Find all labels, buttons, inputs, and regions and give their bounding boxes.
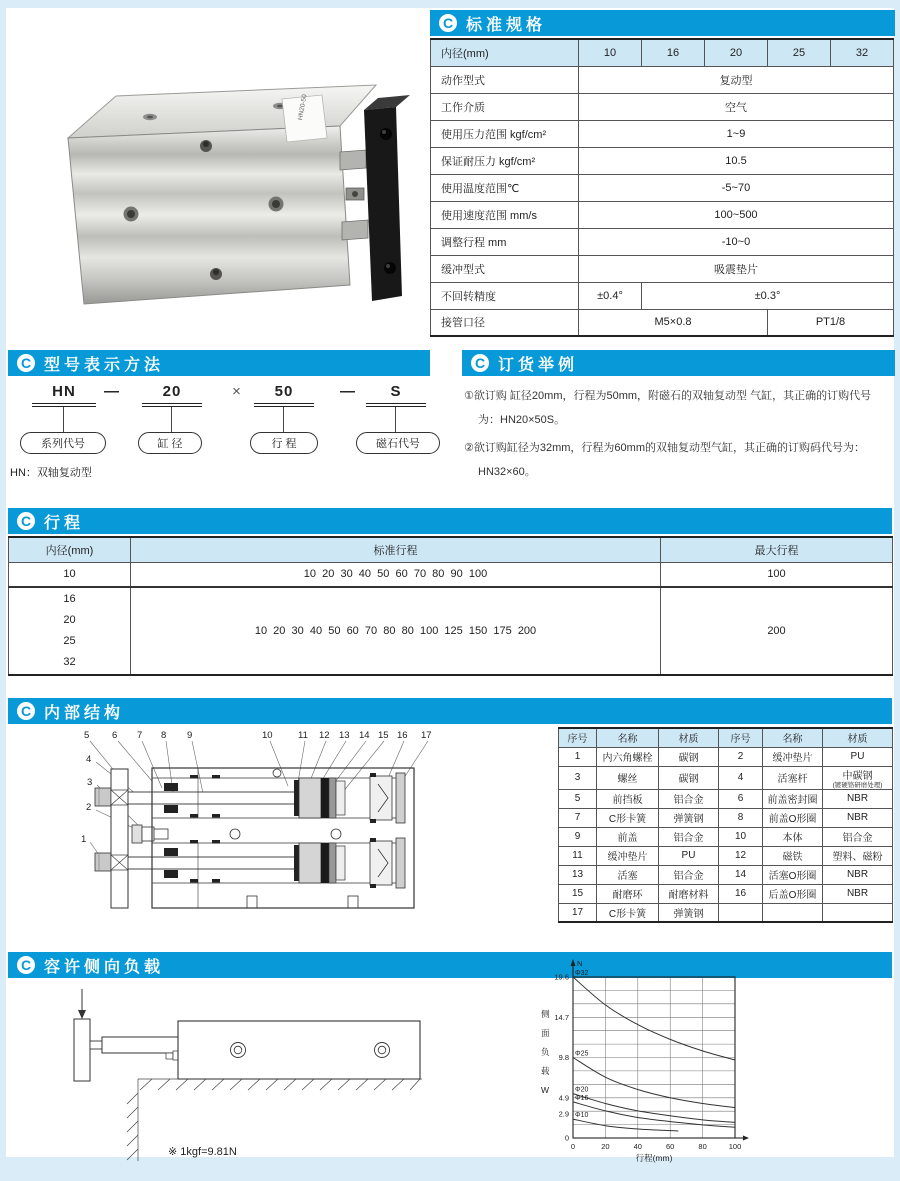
stroke-bore-cell: 10	[9, 562, 131, 587]
parts-cell: 磁铁	[763, 846, 823, 865]
svg-text:负: 负	[541, 1047, 550, 1057]
section-bar-spec	[430, 10, 895, 36]
connector	[63, 407, 64, 432]
photo-sticker-text: HN20-50	[297, 93, 309, 121]
spec-row-label: 缓冲型式	[431, 255, 579, 282]
order-example-2-line2: HN32×60。	[478, 466, 536, 478]
parts-cell: 17	[559, 903, 597, 922]
parts-cell: 3	[559, 766, 597, 789]
section-icon: C	[439, 14, 457, 32]
load-rod	[102, 1037, 178, 1053]
section-bar-stroke	[8, 508, 892, 534]
section-title-order: 订货举例	[498, 356, 579, 374]
parts-cell: 前挡板	[597, 789, 659, 808]
svg-text:0: 0	[570, 1142, 576, 1151]
parts-cell: 耐磨环	[597, 884, 659, 903]
svg-text:W: W	[541, 1085, 550, 1095]
svg-text:4.9: 4.9	[558, 1093, 569, 1103]
spec-value-cell: 1~9	[579, 120, 894, 147]
section-title-structure: 内部结构	[44, 704, 125, 722]
parts-cell: NBR	[823, 865, 893, 884]
svg-text:Φ10: Φ10	[575, 1112, 589, 1120]
order-example-1	[464, 384, 894, 432]
section-icon: C	[17, 512, 35, 530]
spec-row-label: 调整行程 mm	[431, 228, 579, 255]
section-title-model: 型号表示方法	[44, 356, 165, 374]
pill-magnet-code: 磁石代号	[356, 432, 440, 454]
order-example-2-line1: ②欲订购缸径为32mm，行程为60mm的双轴复动型气缸，其正确的订购码代号为：	[464, 442, 865, 454]
spec-header-cell: 32	[831, 39, 894, 66]
svg-text:40: 40	[633, 1142, 642, 1151]
parts-cell: 中碳钢 (镀硬铬研磨处理)	[823, 766, 893, 789]
section-bar-order	[462, 350, 895, 376]
parts-header-cell: 序号	[719, 728, 763, 747]
parts-cell: 碳钢	[659, 766, 719, 789]
parts-cell: 活塞O形圈	[763, 865, 823, 884]
callout-3: 3	[87, 777, 93, 788]
callout-15: 15	[378, 730, 389, 741]
callout-1: 1	[81, 834, 87, 845]
underline	[366, 403, 426, 407]
spec-header-cell: 20	[705, 39, 768, 66]
spec-value-cell: M5×0.8	[579, 309, 768, 336]
underline	[142, 403, 202, 407]
spec-value-cell: 100~500	[579, 201, 894, 228]
svg-text:19.6: 19.6	[554, 972, 569, 982]
callout-8: 8	[161, 730, 167, 741]
callout-13: 13	[339, 730, 350, 741]
order-example-2	[464, 436, 894, 484]
section-icon: C	[17, 354, 35, 372]
parts-cell: 后盖O形圈	[763, 884, 823, 903]
parts-cell: 弹簧钢	[659, 903, 719, 922]
parts-cell: 耐磨材料	[659, 884, 719, 903]
svg-text:9.8: 9.8	[558, 1053, 569, 1062]
lateral-load-diagram	[20, 985, 470, 1180]
spec-value-cell: 空气	[579, 93, 894, 120]
callout-2: 2	[86, 802, 92, 813]
spec-row-label: 保证耐压力 kgf/cm²	[431, 147, 579, 174]
order-section	[462, 350, 895, 490]
parts-cell: 活塞	[597, 865, 659, 884]
svg-text:80: 80	[698, 1142, 707, 1151]
spec-header-cell: 16	[642, 39, 705, 66]
section-bar-model	[8, 350, 430, 376]
parts-cell: 内六角螺栓	[597, 747, 659, 766]
parts-cell: 螺丝	[597, 766, 659, 789]
parts-cell: 14	[719, 865, 763, 884]
spec-row-label: 不回转精度	[431, 282, 579, 309]
load-arrow	[78, 1010, 86, 1019]
parts-cell: 12	[719, 846, 763, 865]
spec-value-cell: 10.5	[579, 147, 894, 174]
parts-cell: 2	[719, 747, 763, 766]
parts-cell: 缓冲垫片	[763, 747, 823, 766]
model-dash2: —	[340, 383, 356, 400]
spec-row-label: 动作型式	[431, 66, 579, 93]
parts-cell: C形卡簧	[597, 903, 659, 922]
model-code-series: HN	[52, 383, 76, 400]
stroke-standard-cell: 10 20 30 40 50 60 70 80 90 100	[131, 562, 661, 587]
parts-cell: PU	[823, 747, 893, 766]
parts-header-cell: 名称	[763, 728, 823, 747]
parts-cell: 13	[559, 865, 597, 884]
model-dash: —	[104, 383, 120, 400]
parts-cell: NBR	[823, 789, 893, 808]
spec-value-cell: ±0.4°	[579, 282, 642, 309]
order-example-1-line2: 为：HN20×50S。	[478, 414, 566, 426]
parts-cell: 9	[559, 827, 597, 846]
pill-bore: 缸 径	[138, 432, 202, 454]
svg-text:载: 载	[541, 1066, 550, 1076]
parts-cell: 1	[559, 747, 597, 766]
parts-cell: 4	[719, 766, 763, 789]
parts-header-cell: 名称	[597, 728, 659, 747]
parts-cell: 前盖	[597, 827, 659, 846]
spec-value-cell: ±0.3°	[642, 282, 894, 309]
parts-cell: 8	[719, 808, 763, 827]
parts-cell: 塑料、磁粉	[823, 846, 893, 865]
parts-cell: 碳钢	[659, 747, 719, 766]
parts-cell: NBR	[823, 808, 893, 827]
callout-11: 11	[298, 730, 308, 741]
parts-cell: 16	[719, 884, 763, 903]
spec-header-cell: 10	[579, 39, 642, 66]
internal-structure-diagram	[52, 726, 542, 938]
parts-cell: 铝合金	[823, 827, 893, 846]
callout-7: 7	[137, 730, 143, 741]
parts-cell	[763, 903, 823, 922]
spec-header-cell: 内径(mm)	[431, 39, 579, 66]
spec-row-label: 接管口径	[431, 309, 579, 336]
model-code-bore: 20	[162, 383, 182, 400]
stroke-header-cell: 最大行程	[661, 537, 893, 562]
order-example-1-line1: ①欲订购 缸径20mm，行程为50mm，附磁石的双轴复动型 气缸，其正确的订购代号	[464, 390, 872, 402]
stroke-standard-cell: 10 20 30 40 50 60 70 80 80 100 125 150 175 200	[131, 587, 661, 675]
callout-16: 16	[397, 730, 408, 741]
parts-cell: 铝合金	[659, 789, 719, 808]
parts-cell: 缓冲垫片	[597, 846, 659, 865]
svg-text:14.7: 14.7	[554, 1012, 569, 1022]
stroke-header-cell: 内径(mm)	[9, 537, 131, 562]
spec-value-cell: 复动型	[579, 66, 894, 93]
spec-value-cell: -10~0	[579, 228, 894, 255]
spec-row-label: 使用温度范围℃	[431, 174, 579, 201]
svg-text:Φ16: Φ16	[575, 1094, 589, 1102]
product-photo	[28, 72, 413, 317]
stroke-table	[8, 536, 893, 676]
stroke-header-cell: 标准行程	[131, 537, 661, 562]
parts-cell: NBR	[823, 884, 893, 903]
spec-value-cell: 吸震垫片	[579, 255, 894, 282]
section-icon: C	[17, 702, 35, 720]
spec-header-cell: 25	[768, 39, 831, 66]
model-code-stroke: 50	[274, 383, 294, 400]
underline	[254, 403, 314, 407]
svg-text:20: 20	[601, 1142, 610, 1151]
parts-cell	[719, 903, 763, 922]
parts-cell: 铝合金	[659, 865, 719, 884]
spec-row-label: 使用压力范围 kgf/cm²	[431, 120, 579, 147]
svg-text:行程(mm): 行程(mm)	[635, 1153, 673, 1163]
parts-cell: 铝合金	[659, 827, 719, 846]
page-edge-left	[0, 0, 6, 1160]
parts-cell: C形卡簧	[597, 808, 659, 827]
svg-text:Φ25: Φ25	[575, 1050, 589, 1058]
callout-4: 4	[86, 754, 92, 765]
parts-cell: PU	[659, 846, 719, 865]
spec-table	[430, 38, 894, 337]
callout-12: 12	[319, 730, 330, 741]
stroke-max-cell: 100	[661, 562, 893, 587]
load-cylinder-body	[178, 1021, 420, 1079]
section-icon: C	[17, 956, 35, 974]
connector	[395, 407, 396, 432]
model-note: HN：双轴复动型	[10, 467, 92, 479]
parts-cell: 6	[719, 789, 763, 808]
section-icon: C	[471, 354, 489, 372]
svg-text:60: 60	[666, 1142, 675, 1151]
parts-cell: 5	[559, 789, 597, 808]
callout-14: 14	[359, 730, 370, 741]
photo-front-face	[68, 126, 350, 304]
svg-text:0: 0	[564, 1133, 569, 1143]
spec-value-cell: PT1/8	[768, 309, 894, 336]
page-edge-top	[0, 0, 900, 8]
page-edge-right	[894, 0, 900, 1160]
parts-cell	[823, 903, 893, 922]
parts-cell: 弹簧钢	[659, 808, 719, 827]
parts-header-cell: 材质	[659, 728, 719, 747]
svg-text:Φ20: Φ20	[575, 1086, 589, 1094]
section-title-stroke: 行程	[44, 514, 85, 532]
svg-text:侧: 侧	[541, 1009, 550, 1019]
connector	[283, 407, 284, 432]
svg-text:面: 面	[541, 1028, 550, 1038]
underline	[32, 403, 96, 407]
stroke-max-cell: 200	[661, 587, 893, 675]
photo-flange-top	[364, 95, 410, 110]
parts-cell: 10	[719, 827, 763, 846]
parts-cell: 活塞杆	[763, 766, 823, 789]
parts-cell: 11	[559, 846, 597, 865]
model-code-magnet: S	[390, 383, 402, 400]
pill-stroke: 行 程	[250, 432, 318, 454]
spec-row-label: 使用速度范围 mm/s	[431, 201, 579, 228]
section-title-load: 容许侧向负载	[44, 958, 165, 976]
svg-text:2.9: 2.9	[558, 1109, 569, 1119]
stroke-bore-cell: 16 20 25 32	[9, 587, 131, 675]
callout-6: 6	[112, 730, 118, 741]
parts-cell: 前盖O形圈	[763, 808, 823, 827]
pill-series-code: 系列代号	[20, 432, 106, 454]
parts-cell: 本体	[763, 827, 823, 846]
section-bar-structure	[8, 698, 892, 724]
callout-10: 10	[262, 730, 273, 741]
section-title-spec: 标准规格	[466, 16, 547, 34]
connector	[171, 407, 172, 432]
model-section	[8, 350, 438, 490]
load-note: ※ 1kgf=9.81N	[168, 1146, 237, 1158]
model-times: ×	[232, 383, 242, 400]
svg-text:Φ32: Φ32	[575, 970, 589, 977]
parts-cell: 前盖密封圈	[763, 789, 823, 808]
parts-table	[558, 727, 893, 923]
callout-17: 17	[421, 730, 432, 741]
svg-text:N: N	[577, 959, 583, 968]
spec-row-label: 工作介质	[431, 93, 579, 120]
parts-cell: 7	[559, 808, 597, 827]
parts-cell: 15	[559, 884, 597, 903]
load-plate	[74, 1019, 90, 1081]
svg-text:100: 100	[728, 1142, 742, 1151]
spec-value-cell: -5~70	[579, 174, 894, 201]
parts-header-cell: 材质	[823, 728, 893, 747]
callout-5: 5	[84, 730, 90, 741]
callout-9: 9	[187, 730, 193, 741]
lateral-load-chart	[533, 955, 791, 1179]
parts-header-cell: 序号	[559, 728, 597, 747]
